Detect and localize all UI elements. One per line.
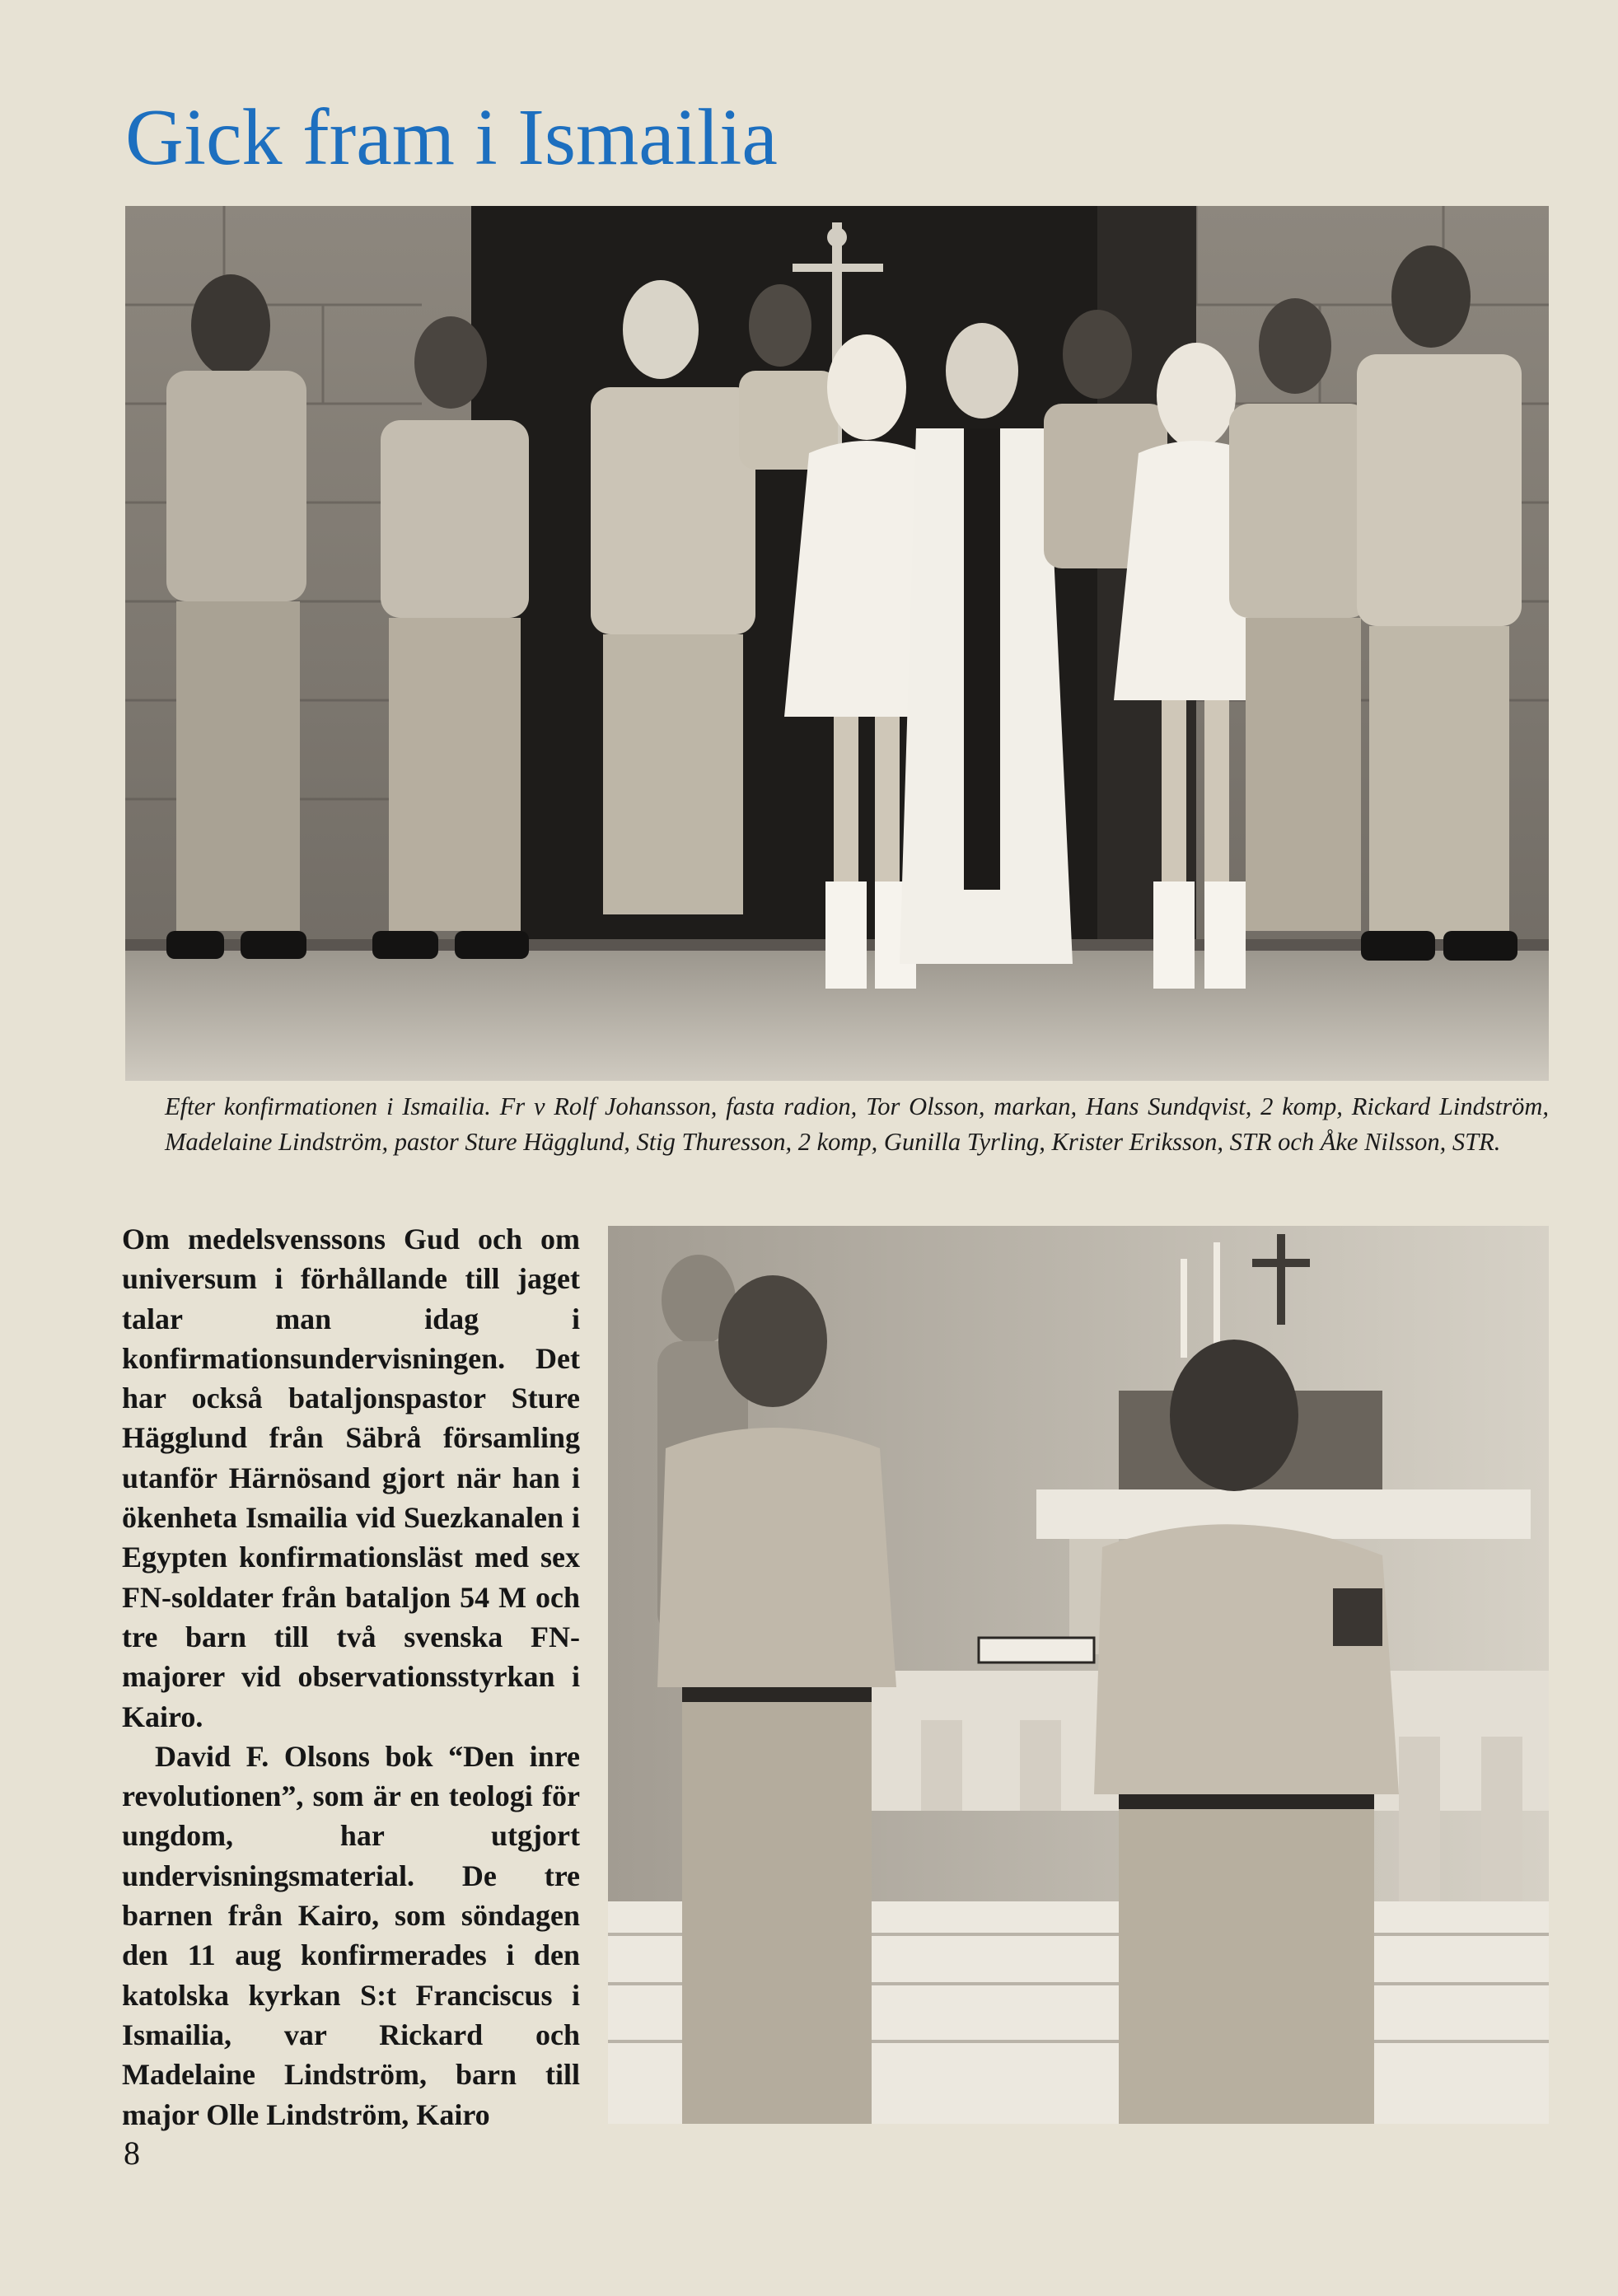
page-number: 8	[124, 2135, 140, 2172]
group-photo	[125, 206, 1549, 1081]
headline: Gick fram i Ismailia	[125, 93, 778, 182]
book-handover-photo-illustration	[608, 1226, 1549, 2124]
book-handover-photo	[608, 1226, 1549, 2124]
article-paragraph-2: David F. Olsons bok “Den inre revolutionen”, som är en teologi för ungdom, har utgjort undervisningsmaterial. De tre barnen från Kairo, som söndagen den 11 aug konfirmerades i den katolska kyrkan S:t Franciscus i Ismailia, var Rickard och Madelaine Lindström, barn till major Olle Lindström, Kairo	[122, 1739, 580, 2131]
group-photo-illustration	[125, 206, 1549, 1081]
article-body	[122, 1219, 580, 2135]
article-paragraph-1: Om medelsvenssons Gud och om universum i förhållande till jaget talar man idag i konfirmationsundervisningen. Det har också bataljonspastor Sture Hägglund från Säbrå församling utanför Härnösand gjort när han i ökenheta Ismailia vid Suezkanalen i Egypten konfirmationsläst med sex FN-soldater från bataljon 54 M och tre barn till två svenska FN-majorer vid observationsstyrkan i Kairo.	[122, 1223, 580, 1733]
photo-caption: Efter konfirmationen i Ismailia. Fr v Rolf Johansson, fasta radion, Tor Olsson, markan, Hans Sundqvist, 2 komp, Rickard Lindström, Madelaine Lindström, pastor Sture Hägglund, Stig Thuresson, 2 komp, Gunilla Tyrling, Krister Eriksson, STR och Åke Nilsson, STR.	[165, 1092, 1549, 1156]
